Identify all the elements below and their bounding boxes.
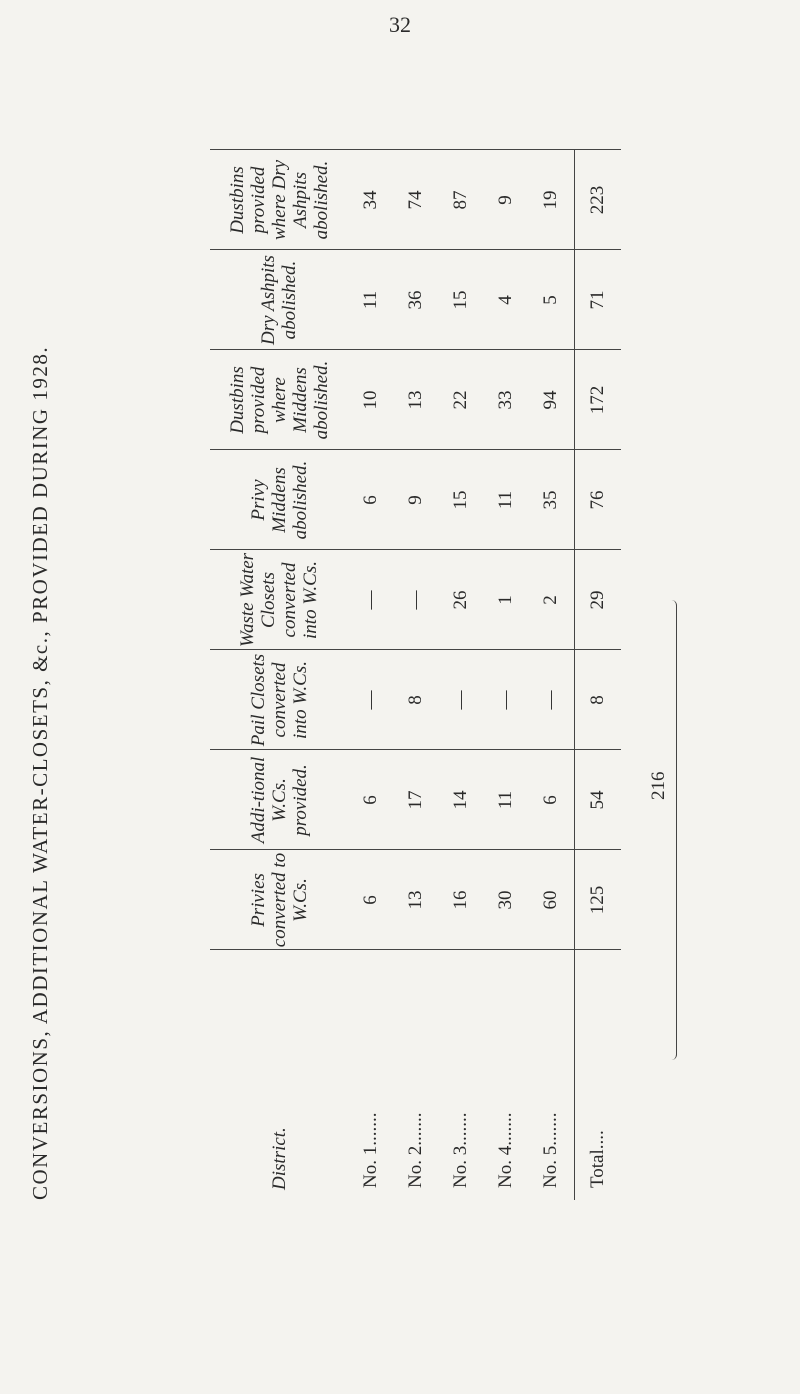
data-rows	[348, 150, 574, 1200]
total-cell: 71	[574, 250, 621, 350]
table-cell: 14	[449, 790, 471, 810]
table-cell: 5	[539, 295, 561, 305]
combined-total: 216	[648, 771, 669, 800]
table-cell: 60	[539, 890, 561, 910]
district-label: No. 3.......	[449, 1112, 471, 1188]
totals-row	[574, 150, 621, 1200]
conversions-table	[210, 150, 620, 1200]
table-cell: —	[359, 690, 381, 710]
table-cell: 26	[449, 590, 471, 610]
table-cell: 35	[539, 490, 561, 510]
additional-column	[348, 750, 574, 850]
table-cell: 87	[449, 190, 471, 210]
table-cell: 10	[359, 390, 381, 410]
table-cell: 13	[404, 390, 426, 410]
table-cell: —	[359, 590, 381, 610]
table-cell: 11	[359, 290, 381, 310]
table-cell: —	[404, 590, 426, 610]
table-cell: 16	[449, 890, 471, 910]
total-cell: 76	[574, 450, 621, 550]
total-cell: 223	[574, 150, 621, 250]
col-header-dustbins-dry: Dustbins provided where Dry Ashpits abolished.	[210, 150, 348, 250]
table-cell: 11	[494, 790, 516, 810]
col-header-pail: Pail Closets converted into W.Cs.	[210, 650, 348, 750]
pail-column	[348, 650, 574, 750]
table-cell: 30	[494, 890, 516, 910]
district-label: No. 5.......	[539, 1112, 561, 1188]
table-cell: 6	[539, 795, 561, 805]
district-label: No. 4.......	[494, 1112, 516, 1188]
dry-ashpits-column	[348, 250, 574, 350]
table-cell: 13	[404, 890, 426, 910]
col-header-privy-middens: Privy Middens abolished.	[210, 450, 348, 550]
table-cell: 22	[449, 390, 471, 410]
table-cell: 6	[359, 795, 381, 805]
table-cell: 9	[494, 195, 516, 205]
total-cell: 8	[574, 650, 621, 750]
district-label: No. 2.......	[404, 1112, 426, 1188]
district-label: No. 1.......	[359, 1112, 381, 1188]
col-header-privies: Privies converted to W.Cs.	[210, 850, 348, 950]
table-cell: 6	[359, 495, 381, 505]
table-cell: 6	[359, 895, 381, 905]
table-cell: —	[449, 690, 471, 710]
table-cell: 36	[404, 290, 426, 310]
dustbins-dry-column	[348, 150, 574, 250]
total-cell: 54	[574, 750, 621, 850]
col-header-waste: Waste Water Closets converted into W.Cs.	[210, 550, 348, 650]
total-label: Total....	[574, 950, 621, 1200]
col-header-dry-ashpits: Dry Ashpits abolished.	[210, 250, 348, 350]
table-cell: 74	[404, 190, 426, 210]
table-cell: 94	[539, 390, 561, 410]
total-cell: 125	[574, 850, 621, 950]
total-cell: 29	[574, 550, 621, 650]
table-cell: 17	[404, 790, 426, 810]
table-cell: 34	[359, 190, 381, 210]
dustbins-middens-column	[348, 350, 574, 450]
table-cell: 8	[404, 695, 426, 705]
waste-column	[348, 550, 574, 650]
table-cell: 11	[494, 490, 516, 510]
table-cell: 2	[539, 595, 561, 605]
district-column	[348, 950, 574, 1200]
privy-middens-column	[348, 450, 574, 550]
table-cell: —	[539, 690, 561, 710]
privies-column	[348, 850, 574, 950]
table-cell: 19	[539, 190, 561, 210]
header-row	[210, 150, 348, 1200]
table-cell: 15	[449, 290, 471, 310]
table-cell: 33	[494, 390, 516, 410]
table-cell: —	[494, 690, 516, 710]
col-header-additional: Addi-tional W.Cs. provided.	[210, 750, 348, 850]
table-cell: 1	[494, 595, 516, 605]
grouping-brace	[666, 600, 677, 1060]
table-cell: 9	[404, 495, 426, 505]
col-header-dustbins-middens: Dustbins provided where Middens abolished.	[210, 350, 348, 450]
page-title: CONVERSIONS, ADDITIONAL WATER-CLOSETS, &c., PROVIDED DURING 1928.	[28, 345, 52, 1200]
col-header-district: District.	[210, 950, 348, 1200]
table-cell: 4	[494, 295, 516, 305]
total-cell: 172	[574, 350, 621, 450]
page-number: 32	[389, 12, 411, 37]
table-cell: 15	[449, 490, 471, 510]
